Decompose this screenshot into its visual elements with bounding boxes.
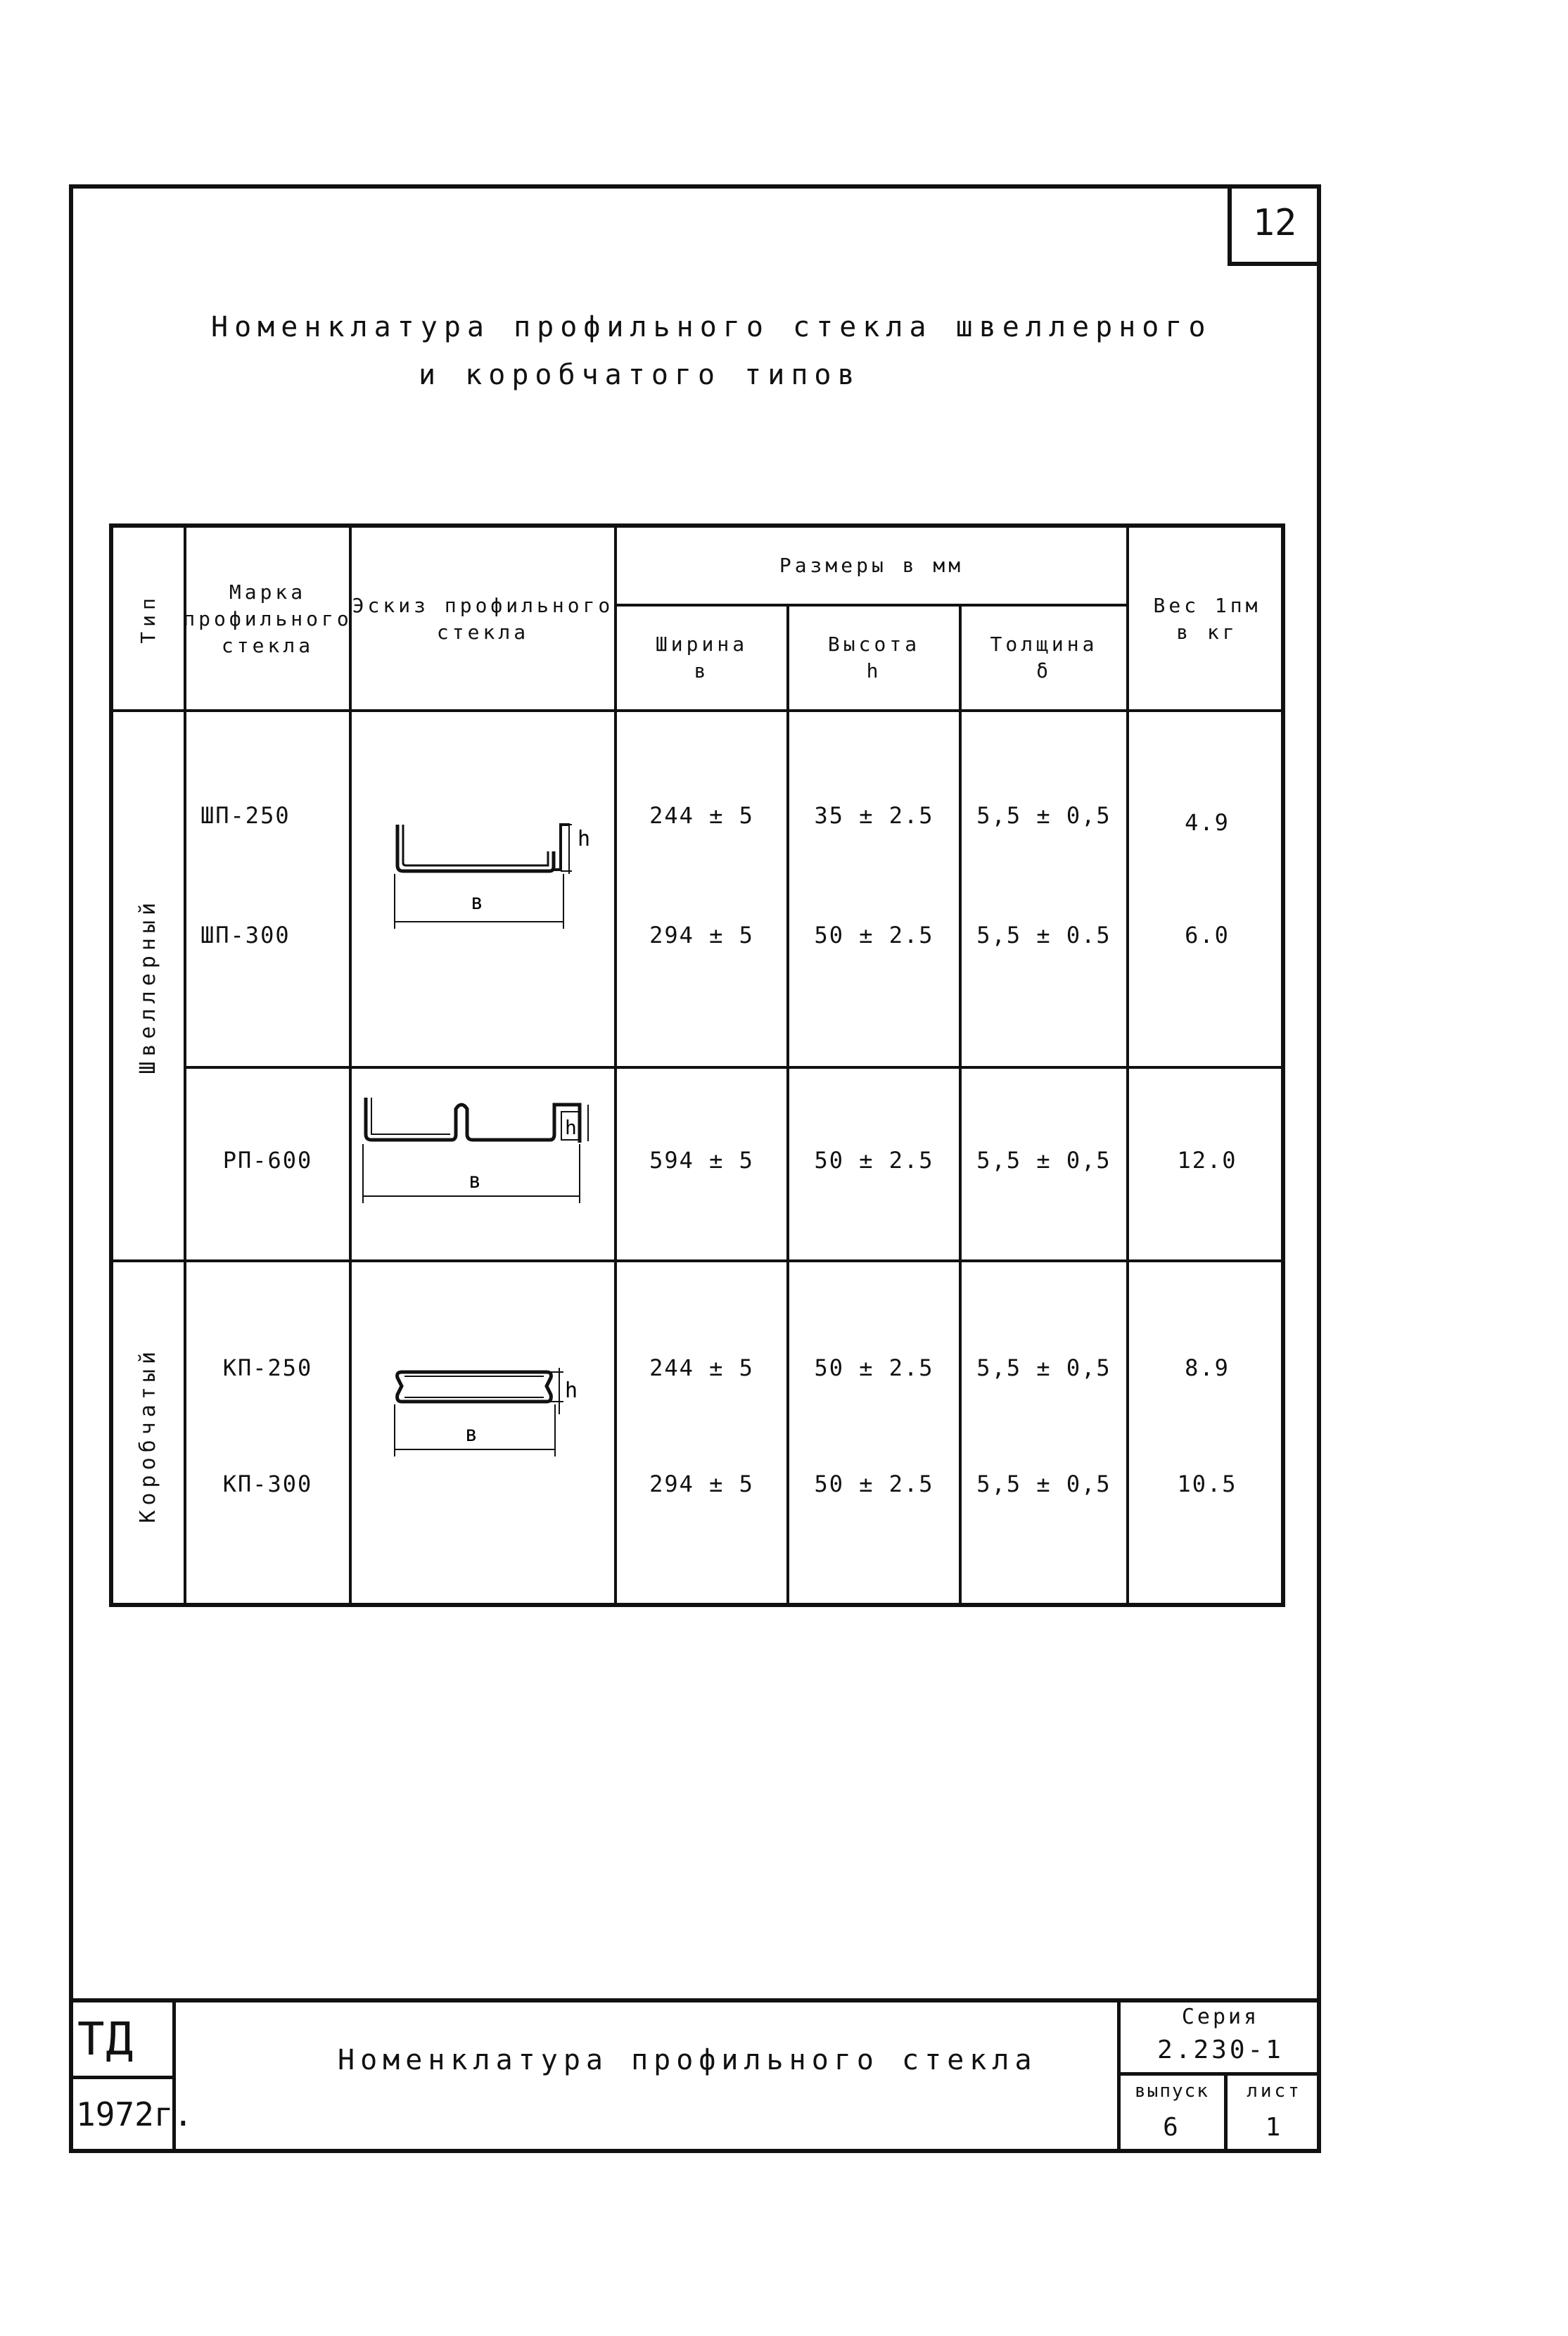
table-cell-width: 294 ± 5 <box>649 922 754 949</box>
page-subtitle: и коробчатого типов <box>419 359 861 391</box>
ribbed-profile-sketch <box>356 1091 609 1231</box>
table-cell-width: 244 ± 5 <box>649 1354 754 1382</box>
table-cell-weight: 12.0 <box>1177 1147 1237 1174</box>
table-cell-thickness: 5,5 ± 0,5 <box>976 802 1111 830</box>
header-height: Высота h <box>827 633 921 683</box>
org-mark: ТД <box>77 2014 135 2066</box>
header-width: Ширина в <box>655 633 748 683</box>
header-mark: Марка профильного стекла <box>183 580 352 657</box>
table-cell-mark: ШП-250 <box>200 802 291 830</box>
header-sketch: Эскиз профильного стекла <box>352 594 614 644</box>
header-weight: Вес 1пм в кг <box>1153 594 1261 644</box>
table-cell-thickness: 5,5 ± 0.5 <box>976 922 1111 949</box>
table-cell-weight: 6.0 <box>1185 922 1230 949</box>
box-profile-sketch <box>388 1365 599 1506</box>
table-cell-width: 594 ± 5 <box>649 1147 754 1174</box>
drawing-name: Номенклатура профильного стекла <box>338 2044 1038 2076</box>
table-cell-weight: 10.5 <box>1177 1471 1237 1498</box>
nomenclature-table <box>109 523 1285 1607</box>
sketch-h-label: h <box>565 1378 578 1403</box>
group-label-channel: Швеллерный <box>135 897 160 1074</box>
sketch-h-label: h <box>578 827 591 851</box>
table-cell-mark: КП-250 <box>222 1354 313 1382</box>
table-cell-height: 50 ± 2.5 <box>814 1147 934 1174</box>
table-cell-mark: ШП-300 <box>200 922 291 949</box>
sketch-h-label: h <box>565 1116 577 1139</box>
table-cell-width: 244 ± 5 <box>649 802 754 830</box>
series-label: Серия <box>1181 2004 1260 2029</box>
table-cell-height: 50 ± 2.5 <box>814 1354 934 1382</box>
channel-profile-sketch <box>388 809 599 950</box>
header-type: Тип <box>136 593 160 644</box>
sheet-label: лист <box>1247 2081 1302 2102</box>
table-cell-height: 35 ± 2.5 <box>814 802 934 830</box>
series-value: 2.230-1 <box>1157 2035 1284 2064</box>
group-label-box: Коробчатый <box>135 1346 160 1523</box>
sheet-number: 12 <box>1228 184 1318 266</box>
table-cell-thickness: 5,5 ± 0,5 <box>976 1471 1111 1498</box>
sketch-b-label: в <box>469 1169 482 1193</box>
header-thickness: Толщина δ <box>990 633 1098 683</box>
table-cell-width: 294 ± 5 <box>649 1471 754 1498</box>
table-cell-mark: КП-300 <box>222 1471 313 1498</box>
table-cell-height: 50 ± 2.5 <box>814 1471 934 1498</box>
sketch-b-label: в <box>471 890 484 915</box>
page-title: Номенклатура профильного стекла швеллерного <box>211 311 1212 343</box>
table-cell-height: 50 ± 2.5 <box>814 922 934 949</box>
table-cell-mark: РП-600 <box>222 1147 313 1174</box>
issue-label: выпуск <box>1135 2081 1209 2102</box>
table-cell-thickness: 5,5 ± 0,5 <box>976 1147 1111 1174</box>
table-cell-weight: 8.9 <box>1185 1354 1230 1382</box>
sketch-b-label: в <box>465 1422 478 1447</box>
table-cell-weight: 4.9 <box>1185 809 1230 837</box>
table-cell-thickness: 5,5 ± 0,5 <box>976 1354 1111 1382</box>
sheet-value: 1 <box>1265 2112 1284 2142</box>
year-mark: 1972г. <box>76 2095 193 2133</box>
header-dimensions: Размеры в мм <box>779 554 964 578</box>
issue-value: 6 <box>1163 2112 1181 2142</box>
